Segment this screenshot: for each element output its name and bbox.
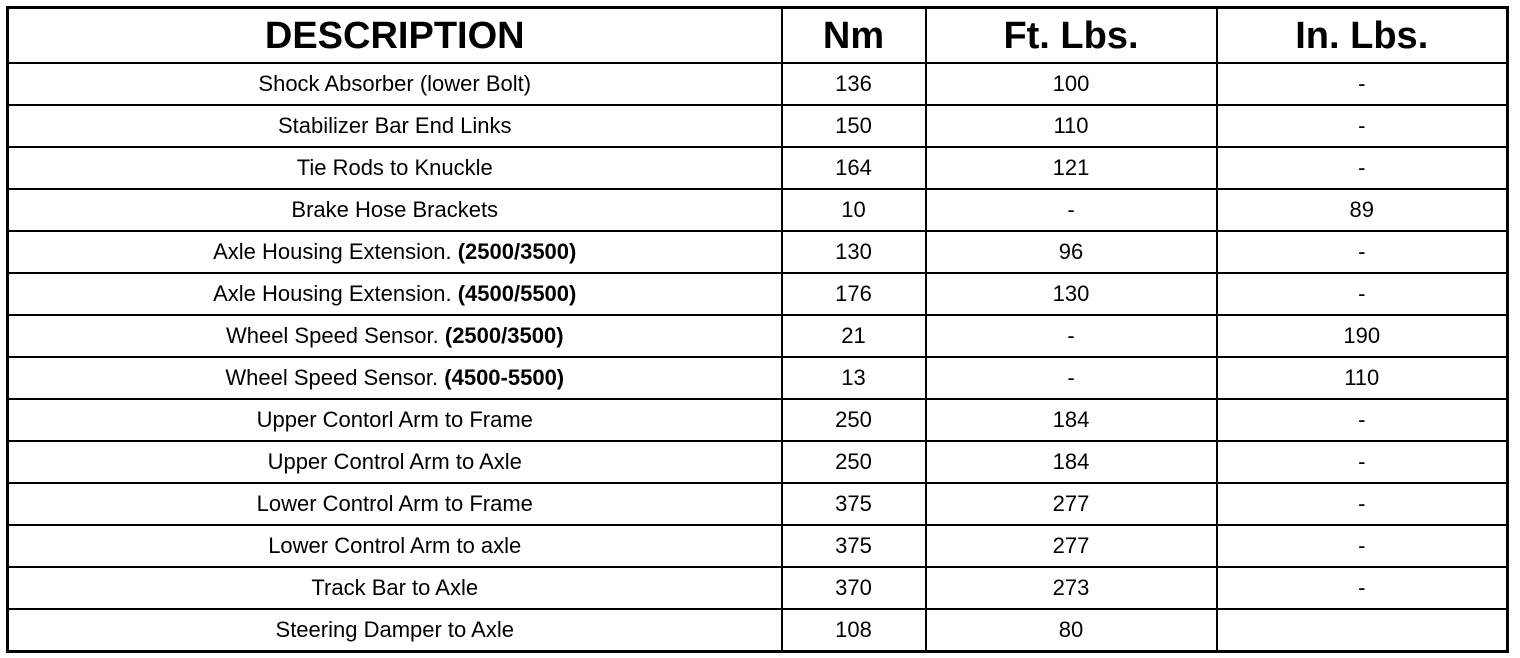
- cell-nm: 130: [782, 231, 926, 273]
- header-description: DESCRIPTION: [8, 8, 782, 64]
- cell-in-lbs: -: [1217, 231, 1508, 273]
- table-row: [8, 105, 1508, 147]
- cell-ft-lbs: -: [926, 315, 1217, 357]
- cell-in-lbs: -: [1217, 105, 1508, 147]
- cell-ft-lbs: 121: [926, 147, 1217, 189]
- description-text: Axle Housing Extension.: [213, 281, 458, 306]
- description-suffix: (4500-5500): [444, 365, 565, 390]
- table-row: [8, 399, 1508, 441]
- cell-ft-lbs: 277: [926, 525, 1217, 567]
- cell-nm: 370: [782, 567, 926, 609]
- description-text: Shock Absorber (lower Bolt): [258, 71, 532, 96]
- cell-ft-lbs: 96: [926, 231, 1217, 273]
- cell-nm: 108: [782, 609, 926, 652]
- cell-in-lbs: 89: [1217, 189, 1508, 231]
- table-row: [8, 315, 1508, 357]
- cell-nm: 164: [782, 147, 926, 189]
- cell-ft-lbs: 273: [926, 567, 1217, 609]
- cell-in-lbs: -: [1217, 63, 1508, 105]
- cell-ft-lbs: 110: [926, 105, 1217, 147]
- cell-in-lbs: -: [1217, 441, 1508, 483]
- table-row: [8, 357, 1508, 399]
- torque-specifications-table: [6, 6, 1509, 653]
- description-text: Axle Housing Extension.: [213, 239, 458, 264]
- cell-nm: 250: [782, 399, 926, 441]
- cell-description: [8, 189, 782, 231]
- cell-in-lbs: 110: [1217, 357, 1508, 399]
- cell-description: [8, 525, 782, 567]
- cell-nm: 21: [782, 315, 926, 357]
- description-suffix: (2500/3500): [457, 239, 577, 264]
- cell-in-lbs: [1217, 609, 1508, 652]
- table-row: [8, 63, 1508, 105]
- table-row: [8, 441, 1508, 483]
- description-text: Wheel Speed Sensor.: [225, 323, 445, 348]
- header-in-lbs: In. Lbs.: [1217, 8, 1508, 64]
- cell-description: [8, 231, 782, 273]
- cell-ft-lbs: 277: [926, 483, 1217, 525]
- cell-ft-lbs: -: [926, 357, 1217, 399]
- cell-description: [8, 315, 782, 357]
- cell-description: [8, 63, 782, 105]
- cell-description: [8, 483, 782, 525]
- cell-in-lbs: -: [1217, 525, 1508, 567]
- cell-description: [8, 609, 782, 652]
- cell-description: [8, 273, 782, 315]
- cell-nm: 250: [782, 441, 926, 483]
- cell-description: [8, 567, 782, 609]
- table-header-row: [8, 8, 1508, 64]
- cell-in-lbs: -: [1217, 399, 1508, 441]
- cell-description: [8, 399, 782, 441]
- cell-ft-lbs: 184: [926, 441, 1217, 483]
- description-text: Wheel Speed Sensor.: [225, 365, 445, 390]
- description-text: Track Bar to Axle: [311, 575, 479, 600]
- cell-description: [8, 357, 782, 399]
- description-text: Upper Contorl Arm to Frame: [256, 407, 533, 432]
- cell-in-lbs: -: [1217, 483, 1508, 525]
- cell-in-lbs: -: [1217, 147, 1508, 189]
- header-ft-lbs: Ft. Lbs.: [926, 8, 1217, 64]
- table-row: [8, 567, 1508, 609]
- header-nm: Nm: [782, 8, 926, 64]
- cell-ft-lbs: 80: [926, 609, 1217, 652]
- table-row: [8, 189, 1508, 231]
- cell-nm: 150: [782, 105, 926, 147]
- cell-ft-lbs: 184: [926, 399, 1217, 441]
- description-text: Stabilizer Bar End Links: [277, 113, 512, 138]
- description-suffix: (4500/5500): [457, 281, 577, 306]
- cell-description: [8, 147, 782, 189]
- cell-nm: 136: [782, 63, 926, 105]
- cell-ft-lbs: -: [926, 189, 1217, 231]
- table-row: [8, 483, 1508, 525]
- cell-ft-lbs: 100: [926, 63, 1217, 105]
- cell-in-lbs: -: [1217, 273, 1508, 315]
- description-text: Steering Damper to Axle: [275, 617, 514, 642]
- table-row: [8, 525, 1508, 567]
- description-text: Upper Control Arm to Axle: [267, 449, 522, 474]
- table-row: [8, 231, 1508, 273]
- cell-nm: 10: [782, 189, 926, 231]
- cell-ft-lbs: 130: [926, 273, 1217, 315]
- description-suffix: (2500/3500): [444, 323, 564, 348]
- cell-nm: 375: [782, 525, 926, 567]
- table-row: [8, 147, 1508, 189]
- cell-nm: 13: [782, 357, 926, 399]
- description-text: Brake Hose Brackets: [291, 197, 499, 222]
- cell-in-lbs: -: [1217, 567, 1508, 609]
- cell-nm: 375: [782, 483, 926, 525]
- description-text: Lower Control Arm to axle: [268, 533, 522, 558]
- table-row: [8, 609, 1508, 652]
- cell-nm: 176: [782, 273, 926, 315]
- description-text: Tie Rods to Knuckle: [296, 155, 493, 180]
- cell-description: [8, 105, 782, 147]
- table-row: [8, 273, 1508, 315]
- description-text: Lower Control Arm to Frame: [256, 491, 533, 516]
- cell-in-lbs: 190: [1217, 315, 1508, 357]
- table-body: [8, 63, 1508, 652]
- cell-description: [8, 441, 782, 483]
